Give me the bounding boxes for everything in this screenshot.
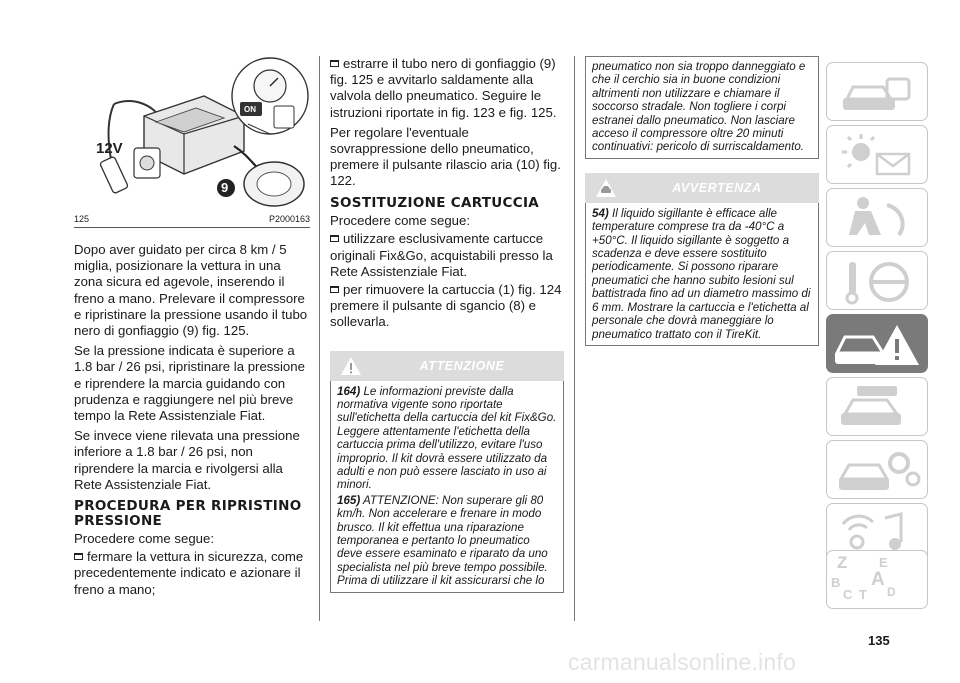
warning-body [330,381,564,593]
list-item: fermare la vettura in sicurezza, come precedentemente indicato e azionare il freno a mano; [74,549,304,597]
watermark: carmanualsonline.info [568,649,796,675]
steering-key-icon [827,252,929,311]
tab-index[interactable] [826,550,928,609]
paragraph: Procedere come segue: [330,213,471,229]
tab-starting-driving[interactable] [826,251,928,310]
compressor-illustration [74,56,310,208]
technical-data-icon [827,441,929,500]
warning-lights-icon [827,126,929,185]
advisory-header [585,173,819,203]
list-item: utilizzare esclusivamente cartucce originali Fix&Go, acquistabili presso la Rete Assistenziale Fiat. [330,231,553,279]
tab-dashboard[interactable] [826,125,928,184]
figure-125 [74,56,310,208]
car-icon [827,63,929,122]
bullet-icon [330,60,339,67]
column-divider [574,56,575,621]
advisory-body [585,203,819,346]
tab-vehicle[interactable] [826,62,928,121]
maintenance-car-icon [827,378,929,437]
paragraph: Se invece viene rilevata una pressione inferiore a 1.8 bar / 26 psi, non riprendere la marcia e rivolgersi alla Rete Assistenziale Fiat. [74,428,300,492]
section-heading: PROCEDURA PER RIPRISTINO PRESSIONE [74,498,302,529]
paragraph: Dopo aver guidato per circa 8 km / 5 miglia, posizionare la vettura in una zona sicura ed agevole, inserendo il freno a mano. Prelevare il compressore e ripristinare la pressione usando il tubo nero di gonfiaggio (9) fig. 125. [74,242,308,339]
label-on: ON [244,105,256,114]
tab-technical-data[interactable] [826,440,928,499]
column-3 [585,56,819,346]
warning-box [330,351,564,593]
label-12v: 12V [96,140,123,157]
note-54: 54) Il liquido sigillante è efficace alle temperature comprese tra da -40°C a +50°C. Il liquido sigillante è soggetto a scadenza e deve essere sostituito periodicamente. Si possono riparare pneumatici che hanno subito lesioni sul battistrada fino ad un diametro massimo di 6 mm. Mostrare la cartuccia e l'etichetta al personale che dovrà maneggiare lo pneumatico trattato con il TireKit. [592,206,811,341]
figure-caption [74,214,310,228]
column-divider [319,56,320,621]
figure-code: P2000163 [268,214,310,224]
warning-header [330,351,564,381]
warning-continuation: pneumatico non sia troppo danneggiato e che il cerchio sia in buone condizioni altrimenti non utilizzare e chiamare il soccorso stradale. Non togliere i corpi estranei dallo pneumatico. Non lasciare acceso il compressore oltre 20 minuti continuativi: pericolo di surriscaldamento. [585,56,819,159]
index-letter: E [879,555,888,570]
paragraph: Procedere come segue: [74,531,215,547]
index-letter: D [887,585,896,599]
bullet-icon [74,553,83,560]
bullet-icon [330,286,339,293]
note-165: 165) ATTENZIONE: Non superare gli 80 km/h. Non accelerare e frenare in modo brusco. Il kit effettua una riparazione temporanea e pertanto lo pneumatico deve essere esaminato e riparato da uno specialista nel più breve tempo possibile. Prima di utilizzare il kit assicurarsi che lo [337,493,548,588]
index-letter: C [843,587,853,602]
column-2 [330,56,564,593]
note-164: 164) Le informazioni previste dalla normativa vigente sono riportate sull'etichetta della cartuccia del kit Fix&Go. Leggere attentamente l'etichetta della cartuccia prima dell'utilizzo, evitare l'uso improprio. Il kit dovrà essere utilizzato da adulti e non può essere lasciato in uso ai minori. [337,384,557,492]
tab-safety[interactable] [826,188,928,247]
list-item: per rimuovere la cartuccia (1) fig. 124 premere il pulsante di sgancio (8) e sollevarla. [330,281,562,330]
advisory-title: AVVERTENZA [672,180,762,195]
warning-title: ATTENZIONE [419,358,505,373]
paragraph: Per regolare l'eventuale sovrappressione dello pneumatico, premere il pulsante rilascio aria (10) fig. 122. [330,124,561,189]
page-number: 135 [868,633,890,648]
column-1 [74,56,310,598]
tab-maintenance[interactable] [826,377,928,436]
figure-number: 125 [74,214,90,224]
index-letter: A [871,569,885,590]
label-9: 9 [221,180,229,195]
list-item: estrarre il tubo nero di gonfiaggio (9) fig. 125 e avvitarlo saldamente alla valvola dello pneumatico. Seguire le istruzioni riportate in fig. 123 e fig. 125. [330,56,557,120]
tab-emergency[interactable] [826,314,928,373]
paragraph: Se la pressione indicata è superiore a 1.8 bar / 26 psi, ripristinare la pressione e riprendere la marcia guidando con prudenza e raggiungere nel più breve tempo la Rete Assistenziale Fiat. [74,343,305,424]
index-letter: Z [837,553,848,572]
emergency-car-icon [827,315,929,374]
index-letter: T [859,587,867,602]
index-letter: B [831,575,841,590]
advisory-box [585,173,819,346]
section-heading: SOSTITUZIONE CARTUCCIA [330,194,540,211]
safety-airbag-icon [827,189,929,248]
bullet-icon [330,235,339,242]
